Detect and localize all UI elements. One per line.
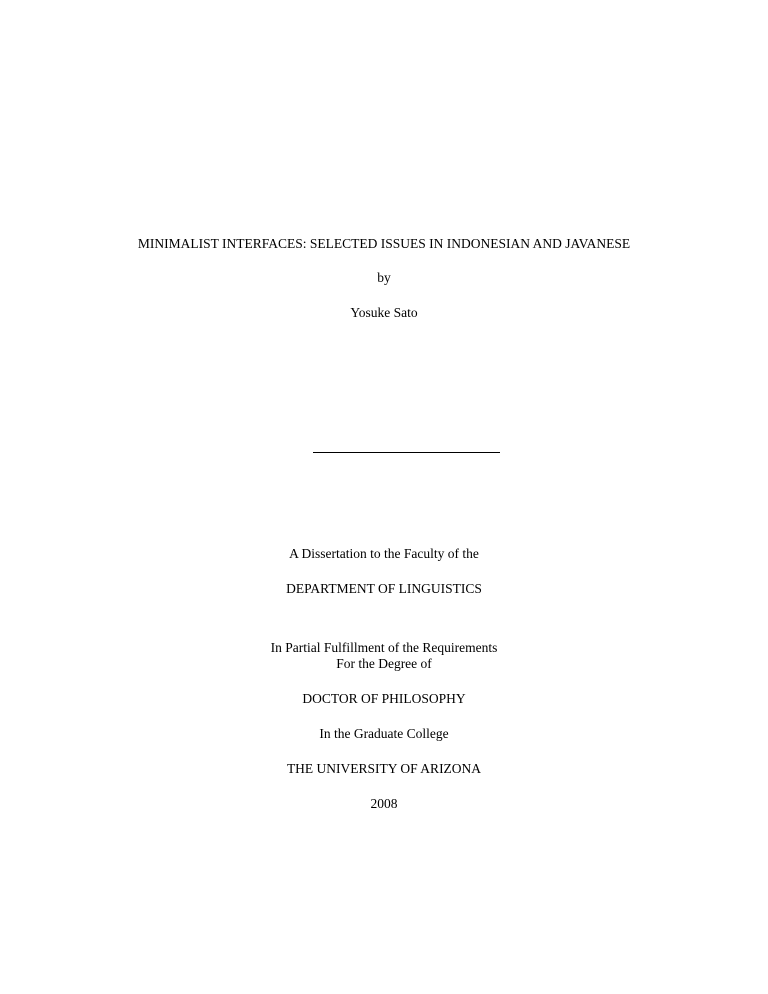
dissertation-title: MINIMALIST INTERFACES: SELECTED ISSUES IN INDONESIAN AND JAVANESE — [137, 236, 631, 251]
fulfillment-line-2: For the Degree of — [336, 656, 432, 671]
department-name: DEPARTMENT OF LINGUISTICS — [286, 581, 482, 596]
by-line: by — [377, 270, 391, 285]
degree-name: DOCTOR OF PHILOSOPHY — [302, 691, 466, 706]
fulfillment-line-1: In Partial Fulfillment of the Requirements — [270, 640, 498, 655]
year: 2008 — [370, 796, 398, 811]
graduate-college: In the Graduate College — [319, 726, 449, 741]
dissertation-statement: A Dissertation to the Faculty of the — [289, 546, 479, 561]
university-name: THE UNIVERSITY OF ARIZONA — [286, 761, 482, 776]
signature-rule — [313, 452, 500, 453]
author-name: Yosuke Sato — [350, 305, 418, 320]
